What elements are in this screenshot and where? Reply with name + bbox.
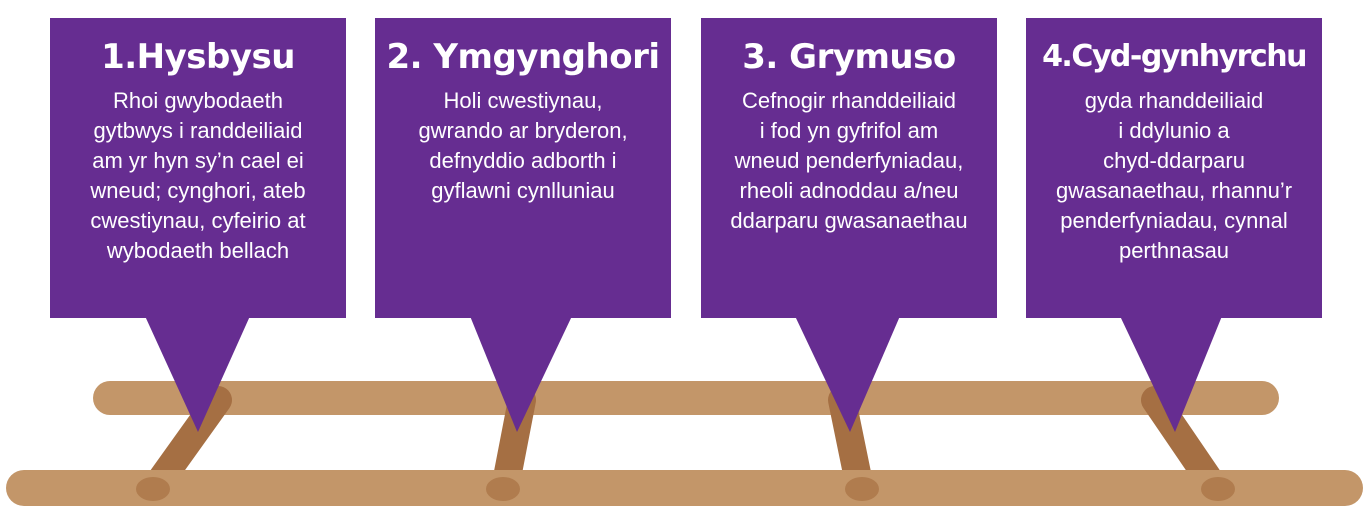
- stage-card-1: [50, 18, 346, 318]
- stage-description: gyda rhanddeiliaid i ddylunio a chyd-ddarparu gwasanaethau, rhannu’r penderfyniadau, cynnal perthnasau: [1055, 88, 1293, 263]
- stage-title: 2. Ymgynghori: [386, 37, 660, 77]
- stage-description: Holi cwestiynau, gwrando ar bryderon, defnyddio adborth i gyflawni cynlluniau: [418, 88, 628, 203]
- stage-card-2: [375, 18, 671, 318]
- stage-description: Rhoi gwybodaeth gytbwys i randdeiliaid am yr hyn sy’n cael ei wneud; cynghori, ateb cwestiynau, cyfeirio at wybodaeth bellach: [90, 88, 306, 263]
- stage-title: 4.Cyd-gynhyrchu: [1042, 39, 1306, 74]
- stage-card-4: [1026, 18, 1322, 318]
- stage-title: 3. Grymuso: [742, 37, 956, 77]
- knot-3: [845, 477, 879, 501]
- knot-1: [136, 477, 170, 501]
- stage-title: 1.Hysbysu: [101, 37, 295, 77]
- stage-description: Cefnogir rhanddeiliaid i fod yn gyfrifol am wneud penderfyniadau, rheoli adnoddau a/neu ddarparu gwasanaethau: [730, 88, 968, 233]
- stage-card-3: [701, 18, 997, 318]
- knot-4: [1201, 477, 1235, 501]
- knot-2: [486, 477, 520, 501]
